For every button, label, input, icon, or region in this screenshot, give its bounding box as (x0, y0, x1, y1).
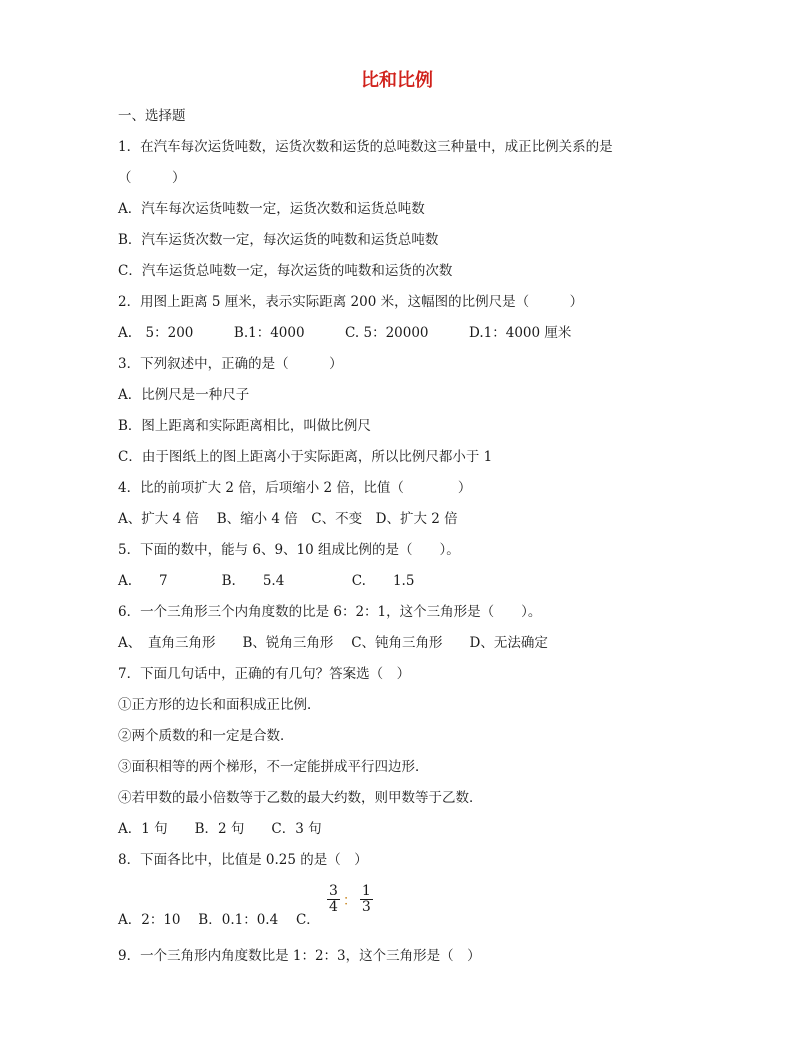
question-3: 3．下列叙述中，正确的是（ ） (118, 356, 343, 372)
q1-option-b: B．汽车运货次数一定，每次运货的吨数和运货总吨数 (118, 232, 439, 248)
q4-options: A、扩大 4 倍 B、缩小 4 倍 C、不变 D、扩大 2 倍 (118, 511, 458, 527)
q7-statement-3: ③面积相等的两个梯形，不一定能拼成平行四边形． (118, 759, 429, 775)
q7-options: A．1 句 B．2 句 C．3 句 (118, 821, 322, 837)
q8-options: A．2：10 B．0.1：0.4 C． (118, 912, 320, 928)
fraction-right-denominator: 3 (361, 899, 371, 915)
q3-option-b: B．图上距离和实际距离相比，叫做比例尺 (118, 418, 371, 434)
fraction-right (360, 884, 373, 915)
fraction-left (327, 884, 340, 915)
question-9: 9．一个三角形内角度数比是 1：2：3，这个三角形是（ ） (118, 948, 481, 964)
fraction-left-denominator: 4 (329, 899, 338, 915)
question-7: 7．下面几句话中，正确的有几句？答案选（ ） (118, 666, 411, 682)
question-6: 6．一个三角形三个内角度数的比是 6：2：1，这个三角形是（ ）。 (118, 604, 542, 620)
question-8: 8．下面各比中，比值是 0.25 的是（ ） (118, 852, 368, 868)
fraction-right-numerator: 1 (361, 883, 371, 899)
q7-statement-1: ①正方形的边长和面积成正比例． (118, 697, 321, 713)
q3-option-a: A．比例尺是一种尺子 (118, 387, 250, 403)
q6-options: A、 直角三角形 B、锐角三角形 C、钝角三角形 D、无法确定 (118, 635, 548, 651)
q7-statement-2: ②两个质数的和一定是合数． (118, 728, 294, 744)
question-5: 5．下面的数中，能与 6、9、10 组成比例的是（ ）。 (118, 542, 460, 558)
q1-option-c: C．汽车运货总吨数一定，每次运货的吨数和运货的次数 (118, 263, 453, 279)
q5-options: A. 7 B. 5.4 C. 1.5 (118, 573, 415, 589)
fraction-left-numerator: 3 (329, 883, 338, 899)
q3-option-c: C．由于图纸上的图上距离小于实际距离，所以比例尺都小于 1 (118, 449, 493, 465)
q7-statement-4: ④若甲数的最小倍数等于乙数的最大约数，则甲数等于乙数． (118, 790, 483, 806)
question-2: 2．用图上距离 5 厘米，表示实际距离 200 米，这幅图的比例尺是（ ） (118, 294, 584, 310)
question-1: 1．在汽车每次运货吨数，运货次数和运货的总吨数这三种量中，成正比例关系的是 (118, 139, 613, 155)
q2-options: A. 5：200 B.1：4000 C. 5：20000 D.1：4000 厘米 (118, 325, 572, 341)
q8-option-c-fraction (326, 884, 374, 915)
question-4: 4．比的前项扩大 2 倍，后项缩小 2 倍，比值（ ） (118, 480, 472, 496)
section-heading: 一、选择题 (118, 108, 186, 124)
question-1-blank: （ ） (118, 170, 186, 186)
page-title: 比和比例 (361, 70, 433, 91)
fraction-colon: ： (342, 892, 357, 909)
q1-option-a: A．汽车每次运货吨数一定，运货次数和运货总吨数 (118, 201, 425, 217)
